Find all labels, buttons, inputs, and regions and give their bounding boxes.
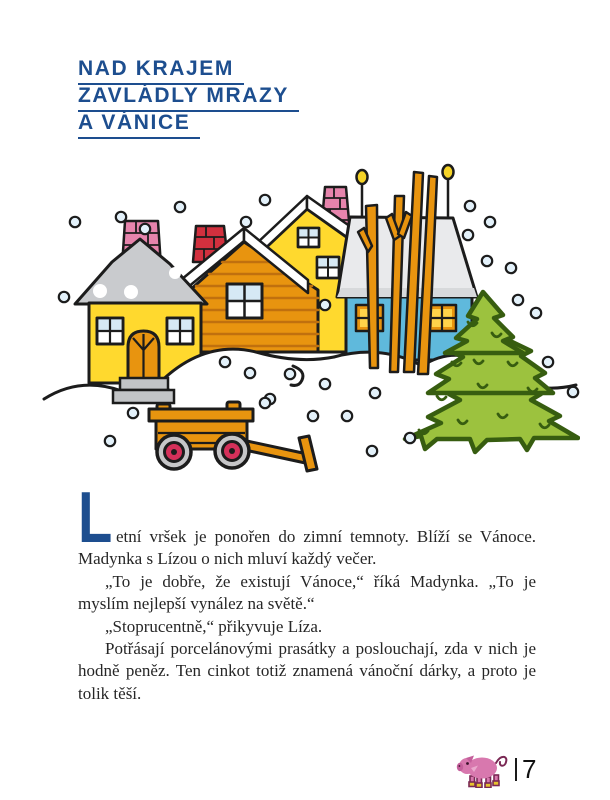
- page-number-divider: [515, 758, 517, 781]
- story-text: [78, 526, 536, 705]
- pig-snout: [457, 763, 463, 771]
- title-line-3: A VÁNICE: [78, 112, 200, 139]
- right-house-window: [298, 228, 319, 247]
- cart-wheel: [157, 435, 191, 469]
- pig-hoof: [469, 782, 475, 787]
- title-row: [78, 85, 299, 112]
- pig-icon: [456, 750, 510, 788]
- rod-bulb: [443, 165, 454, 179]
- page-footer: [456, 750, 536, 788]
- winter-village-illustration: [40, 158, 580, 480]
- roof-snowball: [124, 285, 138, 299]
- pig-hoof: [476, 783, 482, 788]
- left-yellow-house: [75, 221, 207, 383]
- title-row: [78, 58, 299, 85]
- pig-hoof: [493, 781, 499, 786]
- title-row: [78, 112, 299, 139]
- paragraph: etní vršek je ponořen do zimní temnoty. Blíží se Vánoce. Madynka s Lízou o nich mluví každý večer.: [78, 527, 536, 569]
- door-steps: [113, 378, 174, 403]
- pig-eye: [466, 762, 469, 765]
- cart-wheel: [215, 434, 249, 468]
- rod-bulb: [357, 170, 368, 184]
- pig-nostril: [459, 765, 461, 767]
- paragraph: Potřásají porcelánovými prasátky a poslouchají, zda v nich je hodně peněz. Ten cinkot totiž znamená vánoční dárky, a proto je tolik těší.: [78, 639, 536, 703]
- drop-cap: L: [78, 478, 113, 558]
- title-line-1: NAD KRAJEM: [78, 58, 244, 85]
- pig-tail: [496, 757, 506, 766]
- left-house-window: [97, 318, 123, 344]
- page-number: 7: [522, 754, 537, 784]
- paragraph: „To je dobře, že existují Vánoce,“ říká Madynka. „To je myslím nejlepší vynález na světě.“: [78, 571, 536, 614]
- roof-snowball: [93, 284, 107, 298]
- right-house-window: [317, 257, 339, 278]
- wooden-poles: [358, 172, 437, 374]
- title-line-2: ZAVLÁDLY MRAZY: [78, 85, 299, 112]
- paragraph: „Stoprucentně,“ přikyvuje Líza.: [105, 616, 323, 636]
- chapter-title: [78, 58, 299, 139]
- pig-hoof: [485, 783, 491, 788]
- middle-house-window: [227, 284, 262, 318]
- left-house-window: [167, 318, 193, 344]
- roof-snowball: [169, 267, 181, 279]
